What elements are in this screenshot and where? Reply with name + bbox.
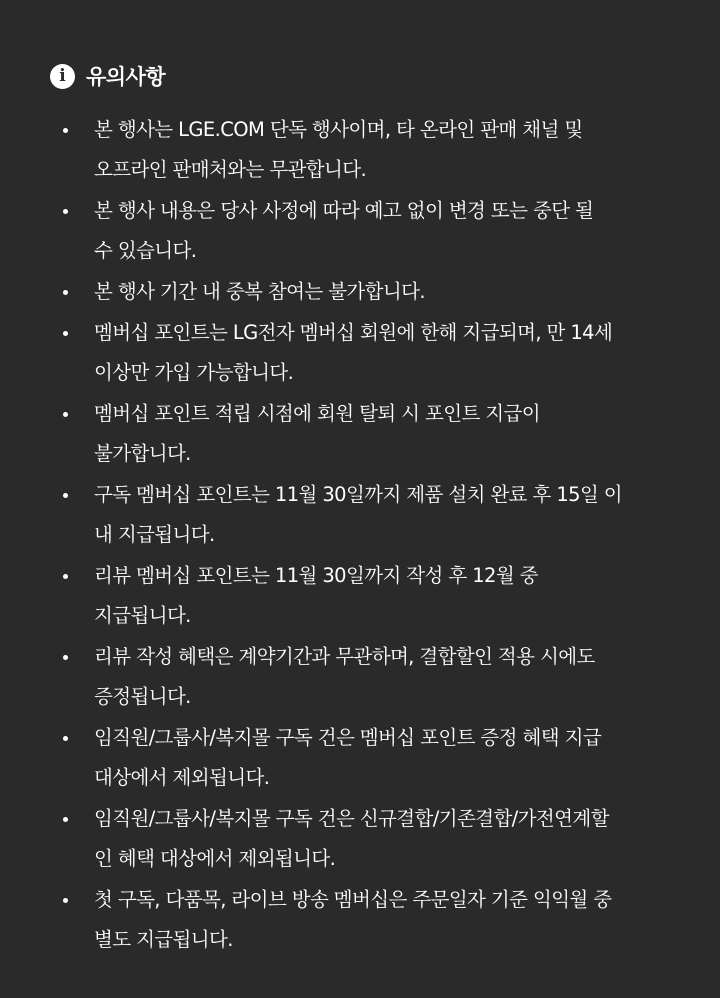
notice-item-text: 대상에서 제외됩니다.	[94, 766, 270, 789]
bullet-icon	[59, 191, 71, 231]
notice-item	[50, 718, 668, 798]
info-icon: i	[50, 64, 75, 89]
notice-item	[50, 191, 668, 271]
notice-item	[50, 556, 668, 636]
notice-item-text: 인 혜택 대상에서 제외됩니다.	[94, 847, 336, 870]
notice-item	[50, 799, 668, 879]
bullet-icon	[59, 475, 71, 515]
bullet-icon	[59, 799, 71, 839]
notice-list	[50, 110, 668, 960]
bullet-icon	[59, 313, 71, 353]
notice-item-text: 이상만 가입 가능합니다.	[94, 361, 294, 384]
notice-item-text: 임직원/그룹사/복지몰 구독 건은 신규결합/기존결합/가전연계할	[94, 807, 609, 830]
bullet-icon	[59, 637, 71, 677]
notice-item	[50, 880, 668, 960]
notice-item-text: 임직원/그룹사/복지몰 구독 건은 멤버십 포인트 증정 혜택 지급	[94, 726, 602, 749]
notice-item-text: 리뷰 멤버십 포인트는 11월 30일까지 작성 후 12월 중	[94, 564, 538, 587]
notice-item	[50, 313, 668, 393]
notice-item	[50, 272, 668, 312]
bullet-icon	[59, 880, 71, 920]
notice-item	[50, 475, 668, 555]
notice-item-text: 첫 구독, 다품목, 라이브 방송 멤버십은 주문일자 기준 익익월 중	[94, 888, 612, 911]
notice-item-text: 오프라인 판매처와는 무관합니다.	[94, 158, 367, 181]
notice-item-text: 멤버십 포인트는 LG전자 멤버십 회원에 한해 지급되며, 만 14세	[94, 321, 613, 344]
bullet-icon	[59, 110, 71, 150]
notice-item-text: 내 지급됩니다.	[94, 523, 215, 546]
notice-item-text: 불가합니다.	[94, 442, 191, 465]
notice-item-text: 본 행사 내용은 당사 사정에 따라 예고 없이 변경 또는 중단 될	[94, 199, 594, 222]
notice-item-text: 증정됩니다.	[94, 685, 191, 708]
bullet-icon	[59, 272, 71, 312]
notice-item-text: 지급됩니다.	[94, 604, 191, 627]
notice-item-text: 리뷰 작성 혜택은 계약기간과 무관하며, 결합할인 적용 시에도	[94, 645, 595, 668]
bullet-icon	[59, 394, 71, 434]
notice-item-text: 멤버십 포인트 적립 시점에 회원 탈퇴 시 포인트 지급이	[94, 402, 541, 425]
notice-title: 유의사항	[86, 65, 166, 89]
notice-item	[50, 110, 668, 190]
bullet-icon	[59, 556, 71, 596]
notice-item	[50, 394, 668, 474]
notice-header	[50, 60, 668, 92]
notice-item-text: 본 행사 기간 내 중복 참여는 불가합니다.	[94, 280, 425, 303]
notice-item-text: 별도 지급됩니다.	[94, 928, 233, 951]
notice-item-text: 구독 멤버십 포인트는 11월 30일까지 제품 설치 완료 후 15일 이	[94, 483, 623, 506]
notice-item	[50, 637, 668, 717]
notice-item-text: 본 행사는 LGE.COM 단독 행사이며, 타 온라인 판매 채널 및	[94, 118, 583, 141]
notice-item-text: 수 있습니다.	[94, 239, 197, 262]
bullet-icon	[59, 718, 71, 758]
